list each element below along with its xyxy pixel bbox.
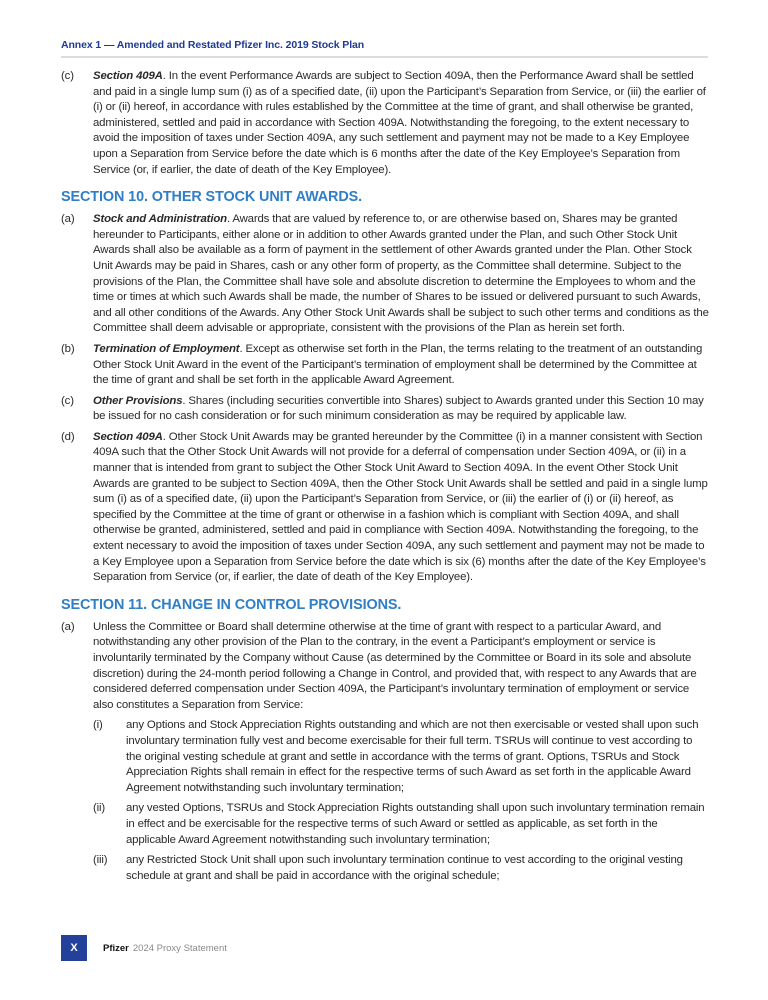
running-header: Annex 1 — Amended and Restated Pfizer Inc. 2019 Stock Plan — [61, 39, 365, 51]
footer-brand: Pfizer — [103, 942, 129, 954]
sub-item — [93, 853, 709, 884]
item-body — [93, 342, 709, 389]
item-text: . Other Stock Unit Awards may be granted hereunder by the Committee (i) in a manner consistent with Section 409A such that the Other Stock Unit Awards will not provide for a deferral of compensation under Section 409A, or (ii) in a manner that is intended from grant to subject the Other Stock Unit Award to Section 409A. In the event Other Stock Unit Awards are granted to be subject to Section 409A, then the Other Stock Unit Awards shall be settled and paid in a single lump sum (i) as of a specified date, (ii) upon the Participant’s Separation from Service, or (iii) the earlier of (i) or (ii) hereof, as specified by the Committee at the time of grant or otherwise in a fashion which is compliant with Section 409A, and shall otherwise be granted, administered, settled and paid in compliance with Section 409A. Notwithstanding the foregoing, to the extent necessary to avoid the imposition of taxes under Section 409A, any such settlement and payment may not be made to a Key Employee upon a Separation from Service before the date which is six (6) months after the date of the Key Employee’s Separation from Service (or, if earlier, the date of death of the Key Employee). — [93, 430, 708, 584]
item-title: Section 409A — [93, 430, 163, 443]
sub-item-label: (iii) — [93, 854, 108, 867]
item-text: . Awards that are valued by reference to, or are otherwise based on, Shares may be granted hereunder to Participants, either alone or in addition to other Awards granted under the Plan, and such Other Stock Unit Awards shall also be available as a form of payment in the settlement of other Awards granted under the Plan. Other Stock Unit Awards may be paid in Shares, cash or any other form of property, as the Committee shall determine. Subject to the provisions of the Plan, the Committee shall have sole and absolute discretion to determine the Employees to whom and the time or times at which such Awards shall be made, the number of Shares to be issued or delivered pursuant to such Awards, and all other conditions of the Awards. Any Other Stock Unit Awards shall be subject to such other terms and conditions as the Committee shall deem advisable or appropriate, consistent with the provisions of the Plan as herein set forth. — [93, 213, 709, 335]
sub-item-list — [93, 718, 709, 884]
item-text: . In the event Performance Awards are subject to Section 409A, then the Performance Award shall be settled and paid in a single lump sum (i) as of a specified date, (ii) upon the Participant’s Separation from Service, or (iii) the earlier of (i) or (ii) hereof, in accordance with rules established by the Committee at the time of grant, and shall otherwise be granted, administered, settled and paid in accordance with Section 409A. Notwithstanding the foregoing, to the extent necessary to avoid the imposition of taxes under Section 409A, any such settlement and payment may not be made to a Key Employee upon a Separation from Service before the date which is 6 months after the date of the Key Employee’s Separation from Service (or, if earlier, the date of death of the Key Employee). — [93, 70, 706, 176]
item-title: Termination of Employment — [93, 342, 240, 355]
item-text: . Except as otherwise set forth in the Plan, the terms relating to the treatment of an outstanding Other Stock Unit Award in the event of the Participant’s termination of employment shall be determined by the Committee at the time of grant and shall be set forth in the applicable Award Agreement. — [93, 342, 703, 387]
item-label: (b) — [61, 342, 75, 355]
item-label: (a) — [61, 620, 75, 633]
page-footer — [61, 935, 227, 961]
sub-item-text: any vested Options, TSRUs and Stock Appreciation Rights outstanding shall upon such involuntary termination remain in effect and be exercisable for the respective terms of such Award or settled as applicable, as set forth in the applicable Award Agreement notwithstanding such involuntary termination; — [126, 802, 705, 846]
item-body — [93, 69, 709, 178]
item-label: (d) — [61, 430, 75, 443]
item-text: Unless the Committee or Board shall determine otherwise at the time of grant with respect to a particular Award, and notwithstanding any other provision of the Plan to the contrary, in the event a Participant’s employment or service is involuntarily terminated by the Company without Cause (as determined by the Committee or Board in its sole and absolute discretion) during the 24-month period following a Change in Control, and provided that, with respect to any Awards that are considered deferred compensation under Section 409A, the Participant’s involuntary termination of employment or service also constitutes a Separation from Service: — [93, 620, 697, 711]
item-text: . Shares (including securities convertible into Shares) subject to Awards granted under this Section 10 may be issued for no cash consideration or for such minimum consideration as may be required by applicable law. — [93, 394, 704, 423]
item-body — [93, 620, 709, 890]
item-title: Other Provisions — [93, 394, 183, 407]
paragraph-item — [61, 394, 709, 425]
footer-document-title: 2024 Proxy Statement — [132, 942, 227, 954]
header-divider — [61, 56, 708, 58]
item-body — [93, 394, 709, 425]
paragraph-item — [61, 69, 709, 178]
item-body — [93, 212, 709, 337]
item-body — [93, 430, 709, 586]
sub-item-label: (ii) — [93, 802, 106, 815]
document-body — [61, 69, 709, 894]
paragraph-item — [61, 620, 709, 890]
paragraph-item — [61, 430, 709, 586]
item-title: Section 409A — [93, 70, 163, 82]
sub-item — [93, 718, 709, 796]
page-number-badge: X — [61, 935, 87, 961]
section-11-heading: SECTION 11. CHANGE IN CONTROL PROVISIONS. — [61, 596, 402, 613]
sub-item-text: any Restricted Stock Unit shall upon such involuntary termination continue to vest according to the original vesting schedule at grant and shall be paid in accordance with the original schedule; — [126, 854, 683, 882]
item-label: (a) — [61, 213, 75, 226]
sub-item-text: any Options and Stock Appreciation Rights outstanding and which are not then exercisable or vested shall upon such involuntary termination fully vest and become exercisable for their full term. TSRUs will continue to vest according to the original vesting schedule at grant and settle in accordance with the terms of grant. Options, TSRUs and Stock Appreciation Rights shall remain in effect for the respective terms of such Award as set forth in the applicable Award Agreement notwithstanding such involuntary termination; — [126, 719, 699, 794]
section-10-heading: SECTION 10. OTHER STOCK UNIT AWARDS. — [61, 189, 363, 206]
paragraph-item — [61, 212, 709, 337]
item-label: (c) — [61, 70, 74, 82]
sub-item-label: (i) — [93, 719, 103, 732]
sub-item — [93, 801, 709, 848]
item-label: (c) — [61, 394, 74, 407]
item-title: Stock and Administration — [93, 213, 227, 226]
paragraph-item — [61, 342, 709, 389]
